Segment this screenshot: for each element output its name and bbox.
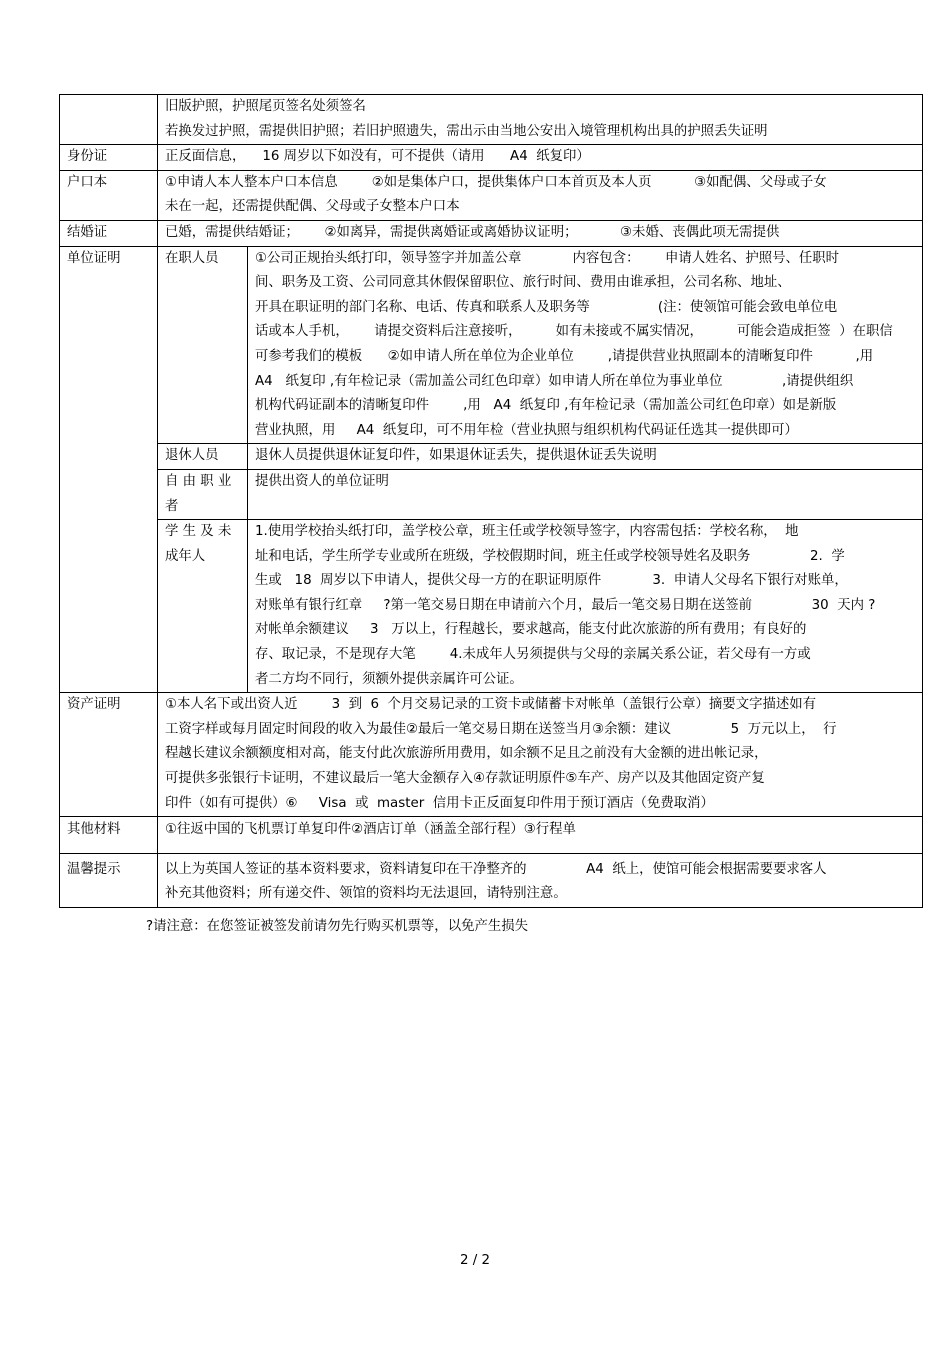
subcategory-student bbox=[158, 520, 248, 693]
content-id-card bbox=[158, 145, 923, 171]
employed-line-2: 间、职务及工资、公司同意其休假保留职位、旅行时间、费用由谁承担，公司名称、地址、 bbox=[255, 275, 791, 291]
employed-line-4: 话或本人手机， 请提交资料后注意接听， 如有未接或不属实情况， 可能会造成拒签 ）在职信 bbox=[255, 324, 893, 340]
subcategory-employed: 在职人员 bbox=[158, 246, 248, 444]
table-row-marriage bbox=[60, 220, 923, 246]
assets-line-4: 可提供多张银行卡证明，不建议最后一笔大金额存入④存款证明原件⑤车产、房产以及其他固定资产复 bbox=[165, 771, 765, 787]
employed-line-1: ①公司正规抬头纸打印，领导签字并加盖公章 内容包含： 申请人姓名、护照号、任职时 bbox=[255, 250, 840, 266]
employed-line-8: 营业执照，用 A4 纸复印，可不用年检（营业执照与组织机构代码证任选其一提供即可） bbox=[255, 422, 798, 438]
category-hukou: 户口本 bbox=[60, 170, 158, 220]
freelance-line-1: 提供出资人的单位证明 bbox=[255, 473, 389, 489]
content-retired bbox=[248, 444, 923, 470]
content-passport bbox=[158, 95, 923, 145]
employed-line-7: 机构代码证副本的清晰复印件 ,用 A4 纸复印 ,有年检记录（需加盖公司红色印章）如是新版 bbox=[255, 398, 837, 414]
subcategory-freelance bbox=[158, 469, 248, 519]
assets-line-5: 印件（如有可提供）⑥ Visa 或 master 信用卡正反面复印件用于预订酒店（免费取消） bbox=[165, 795, 714, 811]
table-row-assets bbox=[60, 693, 923, 817]
tips-line-1: 以上为英国人签证的基本资料要求，资料请复印在干净整齐的 A4 纸上，使馆可能会根据需要要求客人 bbox=[165, 861, 827, 877]
category-other: 其他材料 bbox=[60, 817, 158, 854]
employed-line-3: 开具在职证明的部门名称、电话、传真和联系人及职务等 (注：使领馆可能会致电单位电 bbox=[255, 299, 838, 315]
category-employment: 单位证明 bbox=[60, 246, 158, 693]
student-label-line-2: 成年人 bbox=[165, 548, 206, 564]
content-tips bbox=[158, 853, 923, 907]
content-hukou bbox=[158, 170, 923, 220]
passport-line-1: 旧版护照，护照尾页签名处须签名 bbox=[165, 99, 366, 114]
table-row-other bbox=[60, 817, 923, 854]
assets-line-2: 工资字样或每月固定时间段的收入为最佳②最后一笔交易日期在送签当月③余额：建议 5 万元以上， 行 bbox=[165, 721, 837, 737]
content-student bbox=[248, 520, 923, 693]
category-marriage: 结婚证 bbox=[60, 220, 158, 246]
passport-line-2: 若换发过护照，需提供旧护照；若旧护照遗失，需出示由当地公安出入境管理机构出具的护照丢失证明 bbox=[165, 123, 768, 139]
assets-line-3: 程越长建议余额额度相对高，能支付此次旅游所用费用，如余额不足且之前没有大金额的进出帐记录， bbox=[165, 746, 768, 762]
marriage-line-1: 已婚，需提供结婚证； ②如离异，需提供离婚证或离婚协议证明； ③未婚、丧偶此项无需提供 bbox=[165, 224, 780, 240]
retired-line-1: 退休人员提供退休证复印件，如果退休证丢失，提供退休证丢失说明 bbox=[255, 448, 657, 464]
other-line-1: ①往返中国的飞机票订单复印件②酒店订单（涵盖全部行程）③行程单 bbox=[165, 822, 576, 838]
freelance-label-line-2: 者 bbox=[165, 498, 179, 514]
employed-line-6: A4 纸复印 ,有年检记录（需加盖公司红色印章）如申请人所在单位为事业单位 ,请提供组织 bbox=[255, 373, 854, 389]
page-number: 2 / 2 bbox=[459, 1253, 491, 1268]
table-row-retired bbox=[60, 444, 923, 470]
assets-line-1: ①本人名下或出资人近 3 到 6 个月交易记录的工资卡或储蓄卡对帐单（盖银行公章）摘要文字描述如有 bbox=[165, 697, 817, 713]
table-row-passport bbox=[60, 95, 923, 145]
content-employed bbox=[248, 246, 923, 444]
footnote-warning: ?请注意：在您签证被签发前请勿先行购买机票等，以免产生损失 bbox=[146, 919, 529, 934]
content-marriage bbox=[158, 220, 923, 246]
student-line-4: 对账单有银行红章 ?第一笔交易日期在申请前六个月，最后一笔交易日期在送签前 30 天内 ? bbox=[255, 597, 876, 613]
id-card-line-1: 正反面信息， 16 周岁以下如没有，可不提供（请用 A4 纸复印） bbox=[165, 149, 590, 165]
content-assets bbox=[158, 693, 923, 817]
category-assets: 资产证明 bbox=[60, 693, 158, 817]
table-row-employed bbox=[60, 246, 923, 444]
student-line-3: 生或 18 周岁以下申请人，提供父母一方的在职证明原件 3. 申请人父母名下银行对账单， bbox=[255, 573, 848, 589]
category-passport bbox=[60, 95, 158, 145]
freelance-label-line-1: 自 由 职 业 bbox=[165, 473, 232, 489]
table-row-tips bbox=[60, 853, 923, 907]
table-row-student bbox=[60, 520, 923, 693]
hukou-line-1: ①申请人本人整本户口本信息 ②如是集体户口，提供集体户口本首页及本人页 ③如配偶、父母或子女 bbox=[165, 174, 827, 190]
table-row-id-card bbox=[60, 145, 923, 171]
subcategory-retired: 退休人员 bbox=[158, 444, 248, 470]
content-other bbox=[158, 817, 923, 854]
student-label-line-1: 学 生 及 未 bbox=[165, 524, 232, 540]
content-freelance bbox=[248, 469, 923, 519]
student-line-7: 者二方均不同行，须额外提供亲属许可公证。 bbox=[255, 671, 523, 687]
category-tips: 温馨提示 bbox=[60, 853, 158, 907]
category-id-card: 身份证 bbox=[60, 145, 158, 171]
student-line-1: 1.使用学校抬头纸打印，盖学校公章，班主任或学校领导签字，内容需包括：学校名称， 地 bbox=[255, 524, 799, 540]
hukou-line-2: 未在一起，还需提供配偶、父母或子女整本户口本 bbox=[165, 199, 460, 215]
student-line-5: 对帐单余额建议 3 万以上，行程越长，要求越高，能支付此次旅游的所有费用；有良好的 bbox=[255, 622, 807, 638]
table-row-hukou bbox=[60, 170, 923, 220]
tips-line-2: 补充其他资料；所有递交件、领馆的资料均无法退回，请特别注意。 bbox=[165, 886, 567, 902]
employed-line-5: 可参考我们的模板 ②如申请人所在单位为企业单位 ,请提供营业执照副本的清晰复印件 ,用 bbox=[255, 348, 874, 364]
student-line-2: 址和电话，学生所学专业或所在班级，学校假期时间，班主任或学校领导姓名及职务 2. 学 bbox=[255, 548, 845, 564]
student-line-6: 存、取记录，不是现存大笔 4.未成年人另须提供与父母的亲属关系公证，若父母有一方或 bbox=[255, 647, 811, 663]
visa-requirements-table bbox=[59, 94, 923, 908]
table-row-freelance bbox=[60, 469, 923, 519]
